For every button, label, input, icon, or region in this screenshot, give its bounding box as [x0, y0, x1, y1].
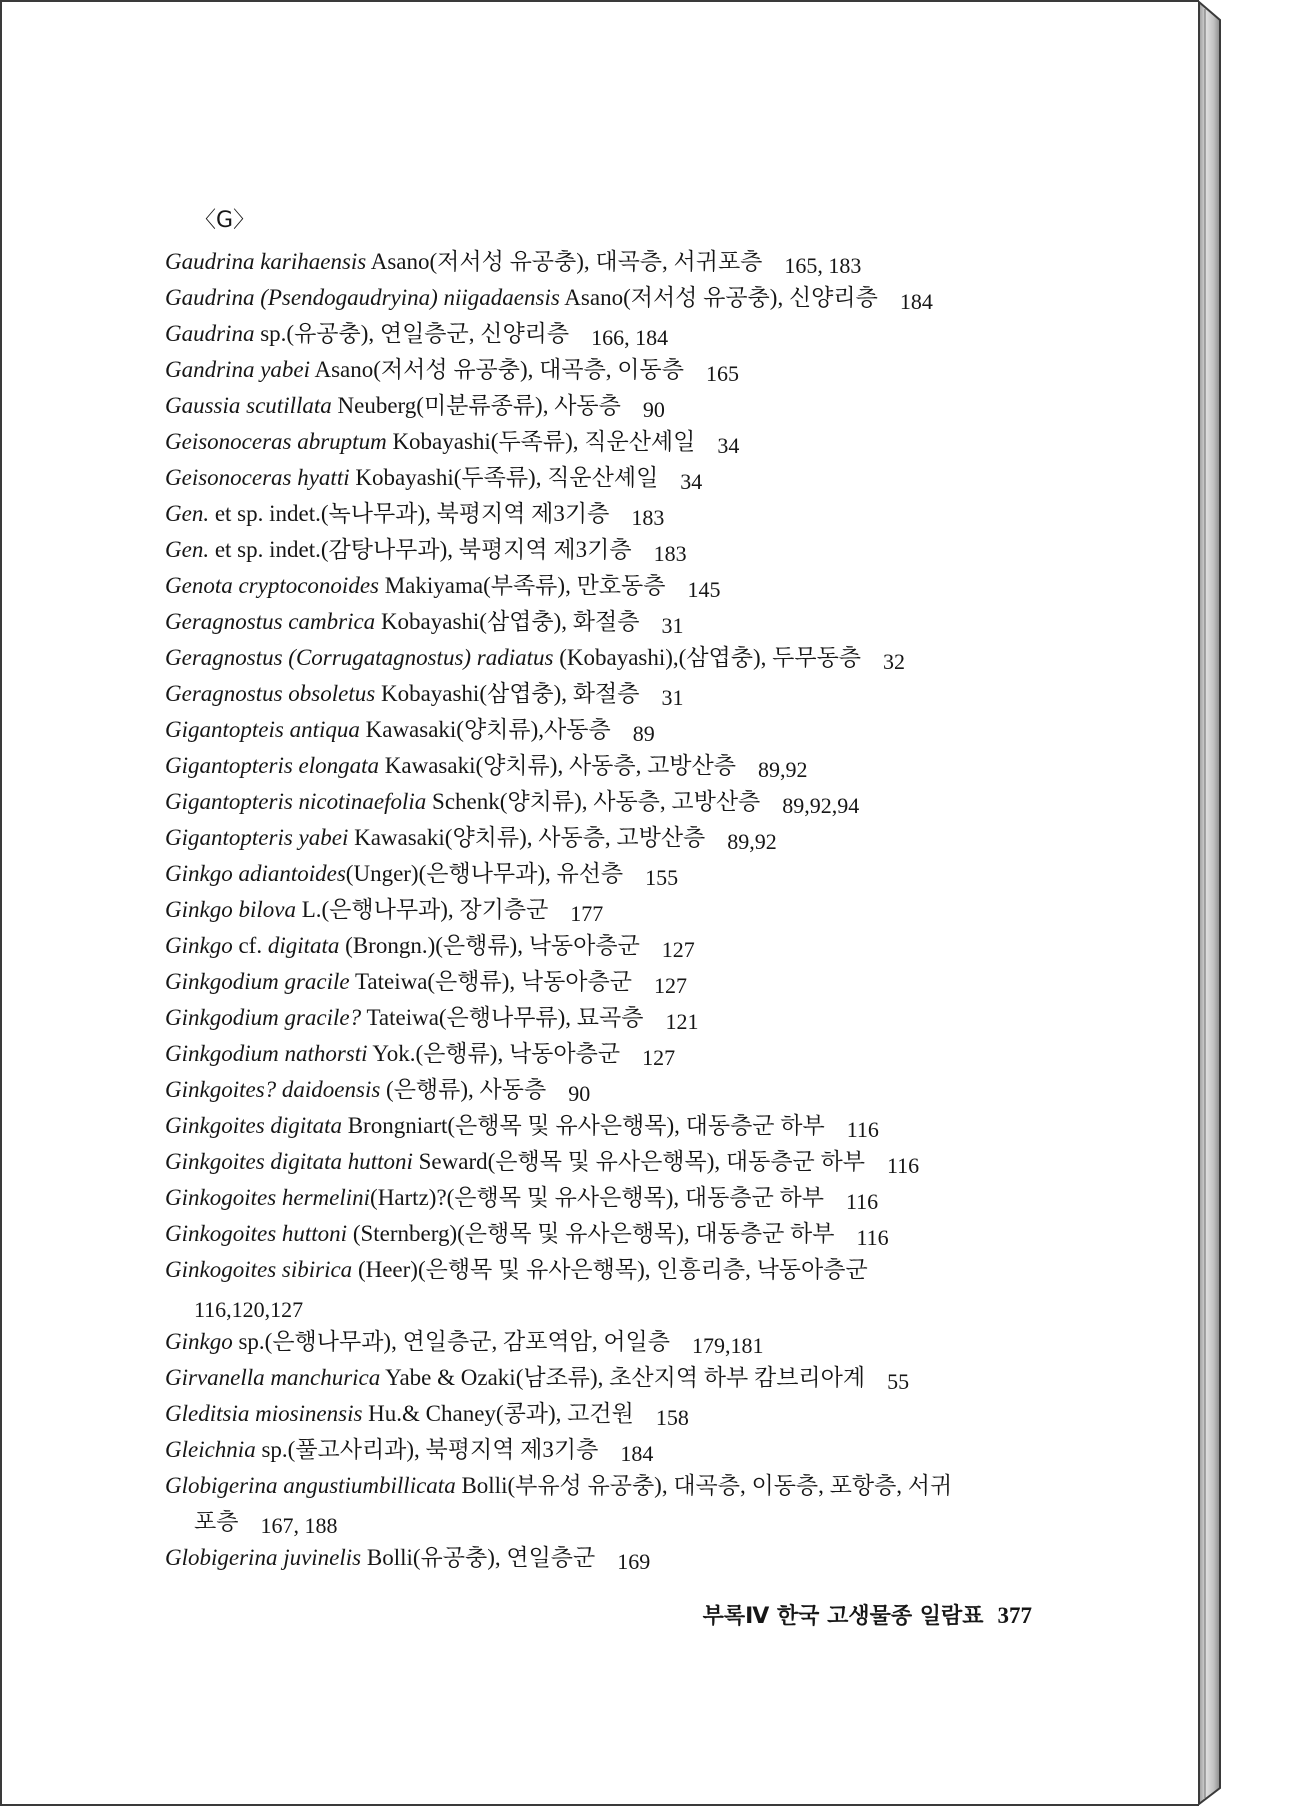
entry-text: Brongniart(은행목 및 유사은행목), 대동층군 하부: [341, 1113, 825, 1138]
list-item: [165, 964, 1185, 1000]
running-title: 부록Ⅳ 한국 고생물종 일람표: [702, 1604, 984, 1629]
list-item: [165, 1000, 1185, 1036]
list-item: [165, 1216, 1185, 1252]
taxon-name: Gaudrina: [165, 321, 255, 346]
page-references: 90: [642, 397, 665, 422]
list-item: [165, 1540, 1185, 1576]
list-item: [165, 1432, 1185, 1468]
taxon-name: Ginkgodium nathorsti: [165, 1041, 368, 1066]
taxon-name: Gigantopteris yabei: [165, 825, 349, 850]
taxon-name: Ginkgo adiantoides: [165, 861, 346, 886]
species-index-list: [165, 244, 1185, 1576]
entry-text: (Unger)(은행나무과), 유선층: [345, 861, 624, 886]
page-references: 155: [645, 865, 679, 890]
page-references: 145: [687, 577, 721, 602]
page-references: 116: [846, 1189, 879, 1214]
list-item: [165, 820, 1185, 856]
entry-text: (Heer)(은행목 및 유사은행목), 인흥리층, 낙동아층군: [352, 1257, 868, 1282]
entry-text: sp.(은행나무과), 연일층군, 감포역암, 어일층: [232, 1329, 670, 1354]
list-item: [165, 856, 1185, 892]
list-item: [165, 1360, 1185, 1396]
entry-text: Asano(저서성 유공충), 대곡층, 서귀포층: [366, 249, 763, 274]
taxon-name: Gaussia scutillata: [165, 393, 332, 418]
list-item: [165, 388, 1185, 424]
page-references: 31: [661, 685, 684, 710]
entry-continuation: [165, 1288, 1185, 1324]
entry-text: Seward(은행목 및 유사은행목), 대동층군 하부: [412, 1149, 865, 1174]
taxon-name: Geisonoceras hyatti: [165, 465, 350, 490]
taxon-name: Ginkgoites digitata: [165, 1113, 342, 1138]
page-references: 31: [661, 613, 684, 638]
taxon-name: Geisonoceras abruptum: [165, 429, 387, 454]
entry-text: L.(은행나무과), 장기층군: [295, 897, 549, 922]
entry-text: Kobayashi(두족류), 직운산셰일: [386, 429, 696, 454]
page-references: 165: [705, 361, 739, 386]
list-item: [165, 1144, 1185, 1180]
taxon-name: Genota cryptoconoides: [165, 573, 379, 598]
taxon-name: Gleichnia: [165, 1437, 256, 1462]
entry-text: Kobayashi(삼엽충), 화절층: [375, 681, 640, 706]
page-curl-edge: [1196, 0, 1224, 1806]
page-references: 169: [617, 1549, 651, 1574]
entry-text: (Kobayashi),(삼엽충), 두무동층: [553, 645, 862, 670]
list-item: [165, 1108, 1185, 1144]
page-references: 89,92: [757, 757, 808, 782]
page-references: 89,92: [727, 829, 777, 854]
taxon-name: Gigantopteris nicotinaefolia: [165, 789, 427, 814]
taxon-name: Girvanella manchurica: [165, 1365, 381, 1390]
list-item: [165, 1468, 1185, 1504]
list-item: [165, 1252, 1185, 1288]
page-references: 184: [620, 1441, 654, 1466]
taxon-name: Geragnostus obsoletus: [165, 681, 376, 706]
entry-text: Bolli(유공충), 연일층군: [361, 1545, 596, 1570]
list-item: [165, 928, 1185, 964]
taxon-name: Ginkogoites sibirica: [165, 1257, 353, 1282]
entry-text: Tateiwa(은행류), 낙동아층군: [349, 969, 632, 994]
entry-text: (은행류), 사동층: [380, 1077, 547, 1102]
entry-text: sp.(풀고사리과), 북평지역 제3기층: [255, 1437, 599, 1462]
taxon-name: digitata: [267, 933, 340, 958]
entry-text: cf.: [232, 933, 268, 958]
page-references: 165, 183: [784, 253, 862, 278]
taxon-name: Ginkogoites huttoni: [165, 1221, 348, 1246]
entry-text: Neuberg(미분류종류), 사동층: [331, 393, 621, 418]
list-item: [165, 604, 1185, 640]
taxon-name: Ginkgoites? daidoensis: [165, 1077, 381, 1102]
entry-text: (Sternberg)(은행목 및 유사은행목), 대동층군 하부: [347, 1221, 835, 1246]
entry-text: et sp. indet.(녹나무과), 북평지역 제3기층: [209, 501, 610, 526]
entry-text: Kobayashi(두족류), 직운산셰일: [349, 465, 659, 490]
page-references: 121: [665, 1009, 699, 1034]
entry-text: Hu.& Chaney(콩과), 고건원: [362, 1401, 634, 1426]
entry-continuation: [165, 1504, 1185, 1540]
page-references: 158: [655, 1405, 689, 1430]
page-references: 90: [568, 1081, 591, 1106]
list-item: [165, 568, 1185, 604]
entry-text: Kawasaki(양치류), 사동층, 고방산층: [379, 753, 736, 778]
taxon-name: Ginkgoites digitata huttoni: [165, 1149, 413, 1174]
page-references: 32: [883, 649, 906, 674]
page-references: 116: [856, 1225, 889, 1250]
list-item: [165, 280, 1185, 316]
taxon-name: Ginkgo: [165, 933, 233, 958]
taxon-name: Ginkgodium gracile?: [165, 1005, 362, 1030]
page-references: 177: [570, 901, 604, 926]
list-item: [165, 1396, 1185, 1432]
page-references: 55: [887, 1369, 910, 1394]
entry-text: Bolli(부유성 유공충), 대곡층, 이동층, 포항층, 서귀: [455, 1473, 953, 1498]
entry-text: Asano(저서성 유공충), 대곡층, 이동층: [310, 357, 684, 382]
page-number: 377: [997, 1603, 1032, 1628]
entry-text: 포층: [194, 1509, 239, 1534]
taxon-name: Gleditsia miosinensis: [165, 1401, 363, 1426]
list-item: [165, 1180, 1185, 1216]
taxon-name: Gigantopteis antiqua: [165, 717, 360, 742]
page-references: 183: [653, 541, 687, 566]
list-item: [165, 1072, 1185, 1108]
entry-text: Kawasaki(양치류),사동층: [359, 717, 611, 742]
list-item: [165, 712, 1185, 748]
running-footer: [703, 1598, 1032, 1634]
list-item: [165, 424, 1185, 460]
entry-text: sp.(유공충), 연일층군, 신양리층: [254, 321, 570, 346]
taxon-name: Gaudrina (Psendogaudryina) niigadaensis: [165, 285, 560, 310]
list-item: [165, 784, 1185, 820]
page-references: 34: [717, 433, 740, 458]
list-item: [165, 244, 1185, 280]
entry-text: et sp. indet.(감탕나무과), 북평지역 제3기층: [209, 537, 632, 562]
page-references: 184: [899, 289, 933, 314]
taxon-name: Ginkogoites hermelini: [165, 1185, 371, 1210]
entry-text: Kobayashi(삼엽충), 화절층: [375, 609, 640, 634]
page-references: 183: [631, 505, 665, 530]
taxon-name: Globigerina angustiumbillicata: [165, 1473, 456, 1498]
page-references: 127: [642, 1045, 676, 1070]
taxon-name: Globigerina juvinelis: [165, 1545, 362, 1570]
entry-text: Makiyama(부족류), 만호동층: [378, 573, 666, 598]
taxon-name: Gaudrina karihaensis: [165, 249, 367, 274]
entry-text: Kawasaki(양치류), 사동층, 고방산층: [348, 825, 706, 850]
taxon-name: Ginkgodium gracile: [165, 969, 350, 994]
entry-text: Schenk(양치류), 사동층, 고방산층: [426, 789, 761, 814]
entry-text: Asano(저서성 유공충), 신양리층: [559, 285, 878, 310]
entry-text: Yabe & Ozaki(남조류), 초산지역 하부 캄브리아계: [380, 1365, 866, 1390]
list-item: [165, 532, 1185, 568]
list-item: [165, 1324, 1185, 1360]
taxon-name: Geragnostus (Corrugatagnostus) radiatus: [165, 645, 554, 670]
entry-text: Yok.(은행류), 낙동아층군: [367, 1041, 621, 1066]
taxon-name: Ginkgo: [165, 1329, 233, 1354]
page-references: 127: [653, 973, 687, 998]
taxon-name: Gen.: [165, 501, 210, 526]
list-item: [165, 460, 1185, 496]
list-item: [165, 676, 1185, 712]
page-references: 116: [846, 1117, 879, 1142]
page-references: 116: [886, 1153, 920, 1178]
entry-text: (Brongn.)(은행류), 낙동아층군: [339, 933, 640, 958]
page-references: 34: [680, 469, 703, 494]
list-item: [165, 316, 1185, 352]
taxon-name: Ginkgo bilova: [165, 897, 296, 922]
list-item: [165, 1036, 1185, 1072]
entry-text: Tateiwa(은행나무류), 묘곡층: [361, 1005, 644, 1030]
page-references: 89,92,94: [782, 793, 860, 818]
page-references: 127: [661, 937, 695, 962]
list-item: [165, 748, 1185, 784]
taxon-name: Gen.: [165, 537, 210, 562]
taxon-name: Gigantopteris elongata: [165, 753, 380, 778]
taxon-name: Gandrina yabei: [165, 357, 311, 382]
entry-text: (Hartz)?(은행목 및 유사은행목), 대동층군 하부: [370, 1185, 824, 1210]
list-item: [165, 640, 1185, 676]
list-item: [165, 352, 1185, 388]
page-references: 116,120,127: [194, 1297, 304, 1322]
page-references: 166, 184: [591, 325, 669, 350]
taxon-name: Geragnostus cambrica: [165, 609, 376, 634]
list-item: [165, 496, 1185, 532]
list-item: [165, 892, 1185, 928]
page-references: 167, 188: [260, 1513, 338, 1538]
page-references: 179,181: [691, 1333, 764, 1358]
section-heading: 〈G〉: [194, 208, 256, 233]
page-references: 89: [632, 721, 655, 746]
